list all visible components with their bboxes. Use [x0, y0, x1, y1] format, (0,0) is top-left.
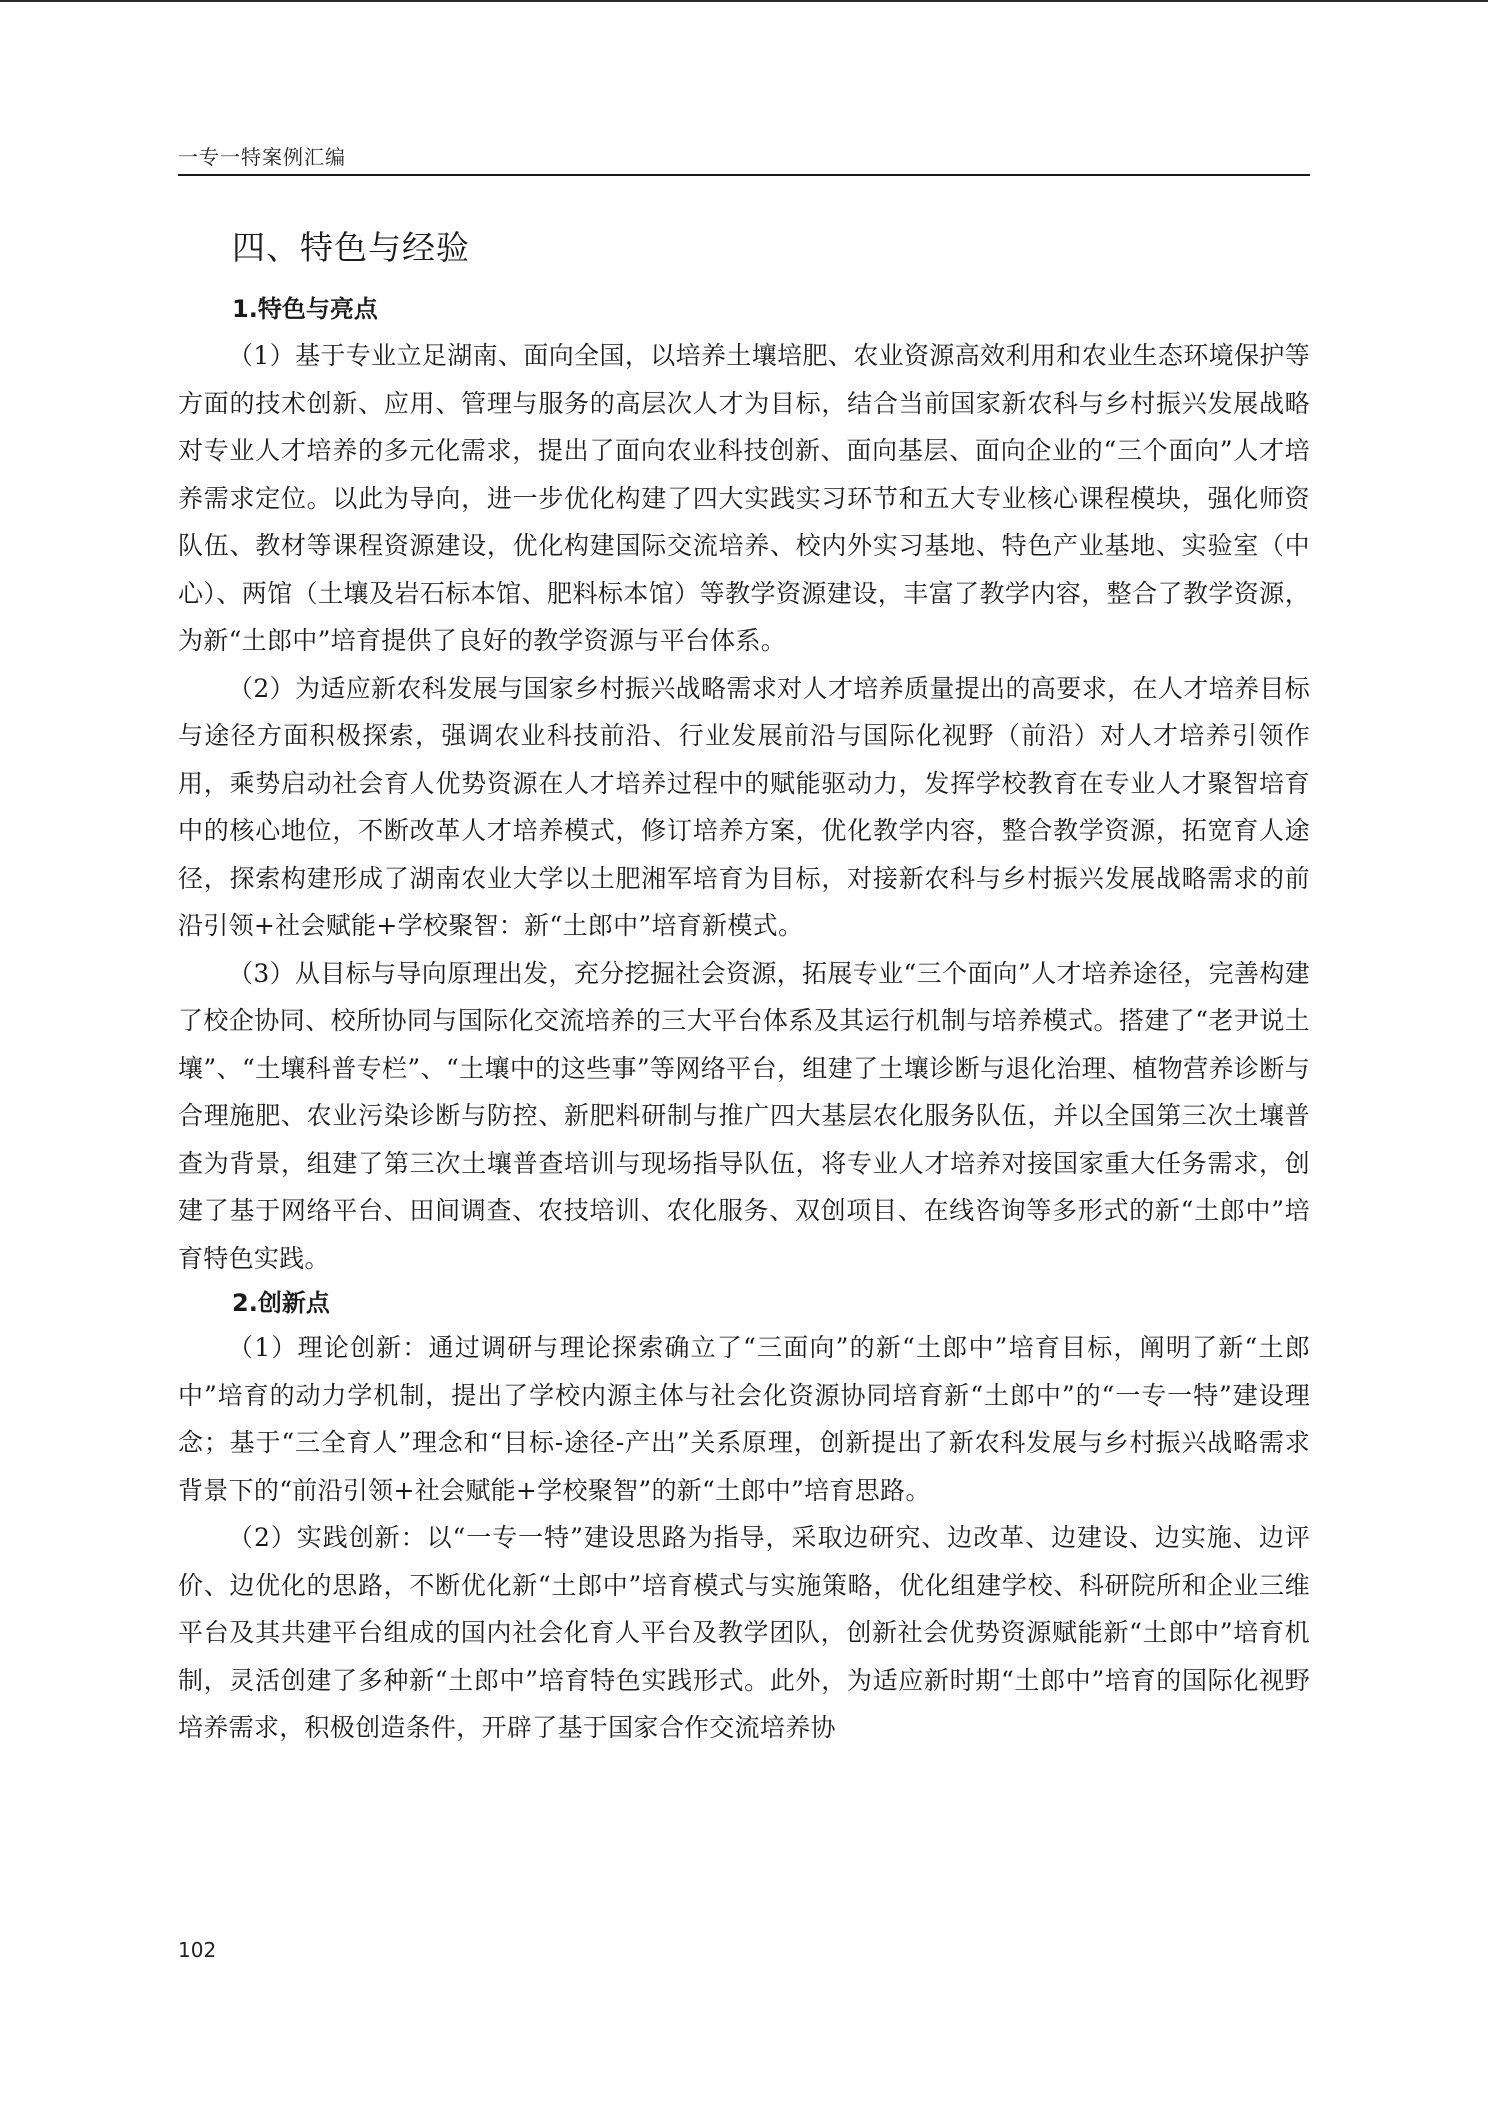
running-head — [178, 140, 1310, 176]
innovations-paragraph-2: （2）实践创新：以“一专一特”建设思路为指导，采取边研究、边改革、边建设、边实施、边评价、边优化的思路，不断优化新“土郎中”培育模式与实施策略，优化组建学校、科研院所和企业三维平台及其共建平台组成的国内社会化育人平台及教学团队，创新社会优势资源赋能新“土郎中”培育机制，灵活创建了多种新“土郎中”培育特色实践形式。此外，为适应新时期“土郎中”培育的国际化视野培养需求，积极创造条件，开辟了基于国家合作交流培养协 — [178, 1523, 1310, 1742]
features-paragraph-3: （3）从目标与导向原理出发，充分挖掘社会资源，拓展专业“三个面向”人才培养途径，完善构建了校企协同、校所协同与国际化交流培养的三大平台体系及其运行机制与培养模式。搭建了“老尹说土壤”、“土壤科普专栏”、“土壤中的这些事”等网络平台，组建了土壤诊断与退化治理、植物营养诊断与合理施肥、农业污染诊断与防控、新肥料研制与推广四大基层农化服务队伍，并以全国第三次土壤普查为背景，组建了第三次土壤普查培训与现场指导队伍，将专业人才培养对接国家重大任务需求，创建了基于网络平台、田间调查、农技培训、农化服务、双创项目、在线咨询等多形式的新“土郎中”培育特色实践。 — [178, 958, 1310, 1273]
running-head-title: 一专一特案例汇编 — [178, 145, 346, 169]
innovations-paragraph-1: （1）理论创新：通过调研与理论探索确立了“三面向”的新“土郎中”培育目标，阐明了新“土郎中”培育的动力学机制，提出了学校内源主体与社会化资源协同培育新“土郎中”的“一专一特”建设理念；基于“三全育人”理念和“目标-途径-产出”关系原理，创新提出了新农科发展与乡村振兴战略需求背景下的“前沿引领+社会赋能+学校聚智”的新“土郎中”培育思路。 — [178, 1333, 1310, 1505]
top-border-line — [0, 0, 1488, 2]
innovations-heading: 2.创新点 — [232, 1289, 330, 1317]
section-title: 四、特色与经验 — [232, 228, 470, 267]
page-number: 102 — [178, 1938, 217, 1962]
page-content — [178, 208, 1310, 1752]
features-paragraph-2: （2）为适应新农科发展与国家乡村振兴战略需求对人才培养质量提出的高要求，在人才培养目标与途径方面积极探索，强调农业科技前沿、行业发展前沿与国际化视野（前沿）对人才培养引领作用，乘势启动社会育人优势资源在人才培养过程中的赋能驱动力，发挥学校教育在专业人才聚智培育中的核心地位，不断改革人才培养模式，修订培养方案，优化教学内容，整合教学资源，拓宽育人途径，探索构建形成了湖南农业大学以土肥湘军培育为目标，对接新农科与乡村振兴发展战略需求的前沿引领+社会赋能+学校聚智：新“土郎中”培育新模式。 — [178, 673, 1310, 940]
features-paragraph-1: （1）基于专业立足湖南、面向全国，以培养土壤培肥、农业资源高效利用和农业生态环境保护等方面的技术创新、应用、管理与服务的高层次人才为目标，结合当前国家新农科与乡村振兴发展战略对专业人才培养的多元化需求，提出了面向农业科技创新、面向基层、面向企业的“三个面向”人才培养需求定位。以此为导向，进一步优化构建了四大实践实习环节和五大专业核心课程模块，强化师资队伍、教材等课程资源建设，优化构建国际交流培养、校内外实习基地、特色产业基地、实验室（中心）、两馆（土壤及岩石标本馆、肥料标本馆）等教学资源建设，丰富了教学内容，整合了教学资源，为新“土郎中”培育提供了良好的教学资源与平台体系。 — [178, 341, 1310, 655]
features-heading: 1.特色与亮点 — [232, 295, 378, 323]
